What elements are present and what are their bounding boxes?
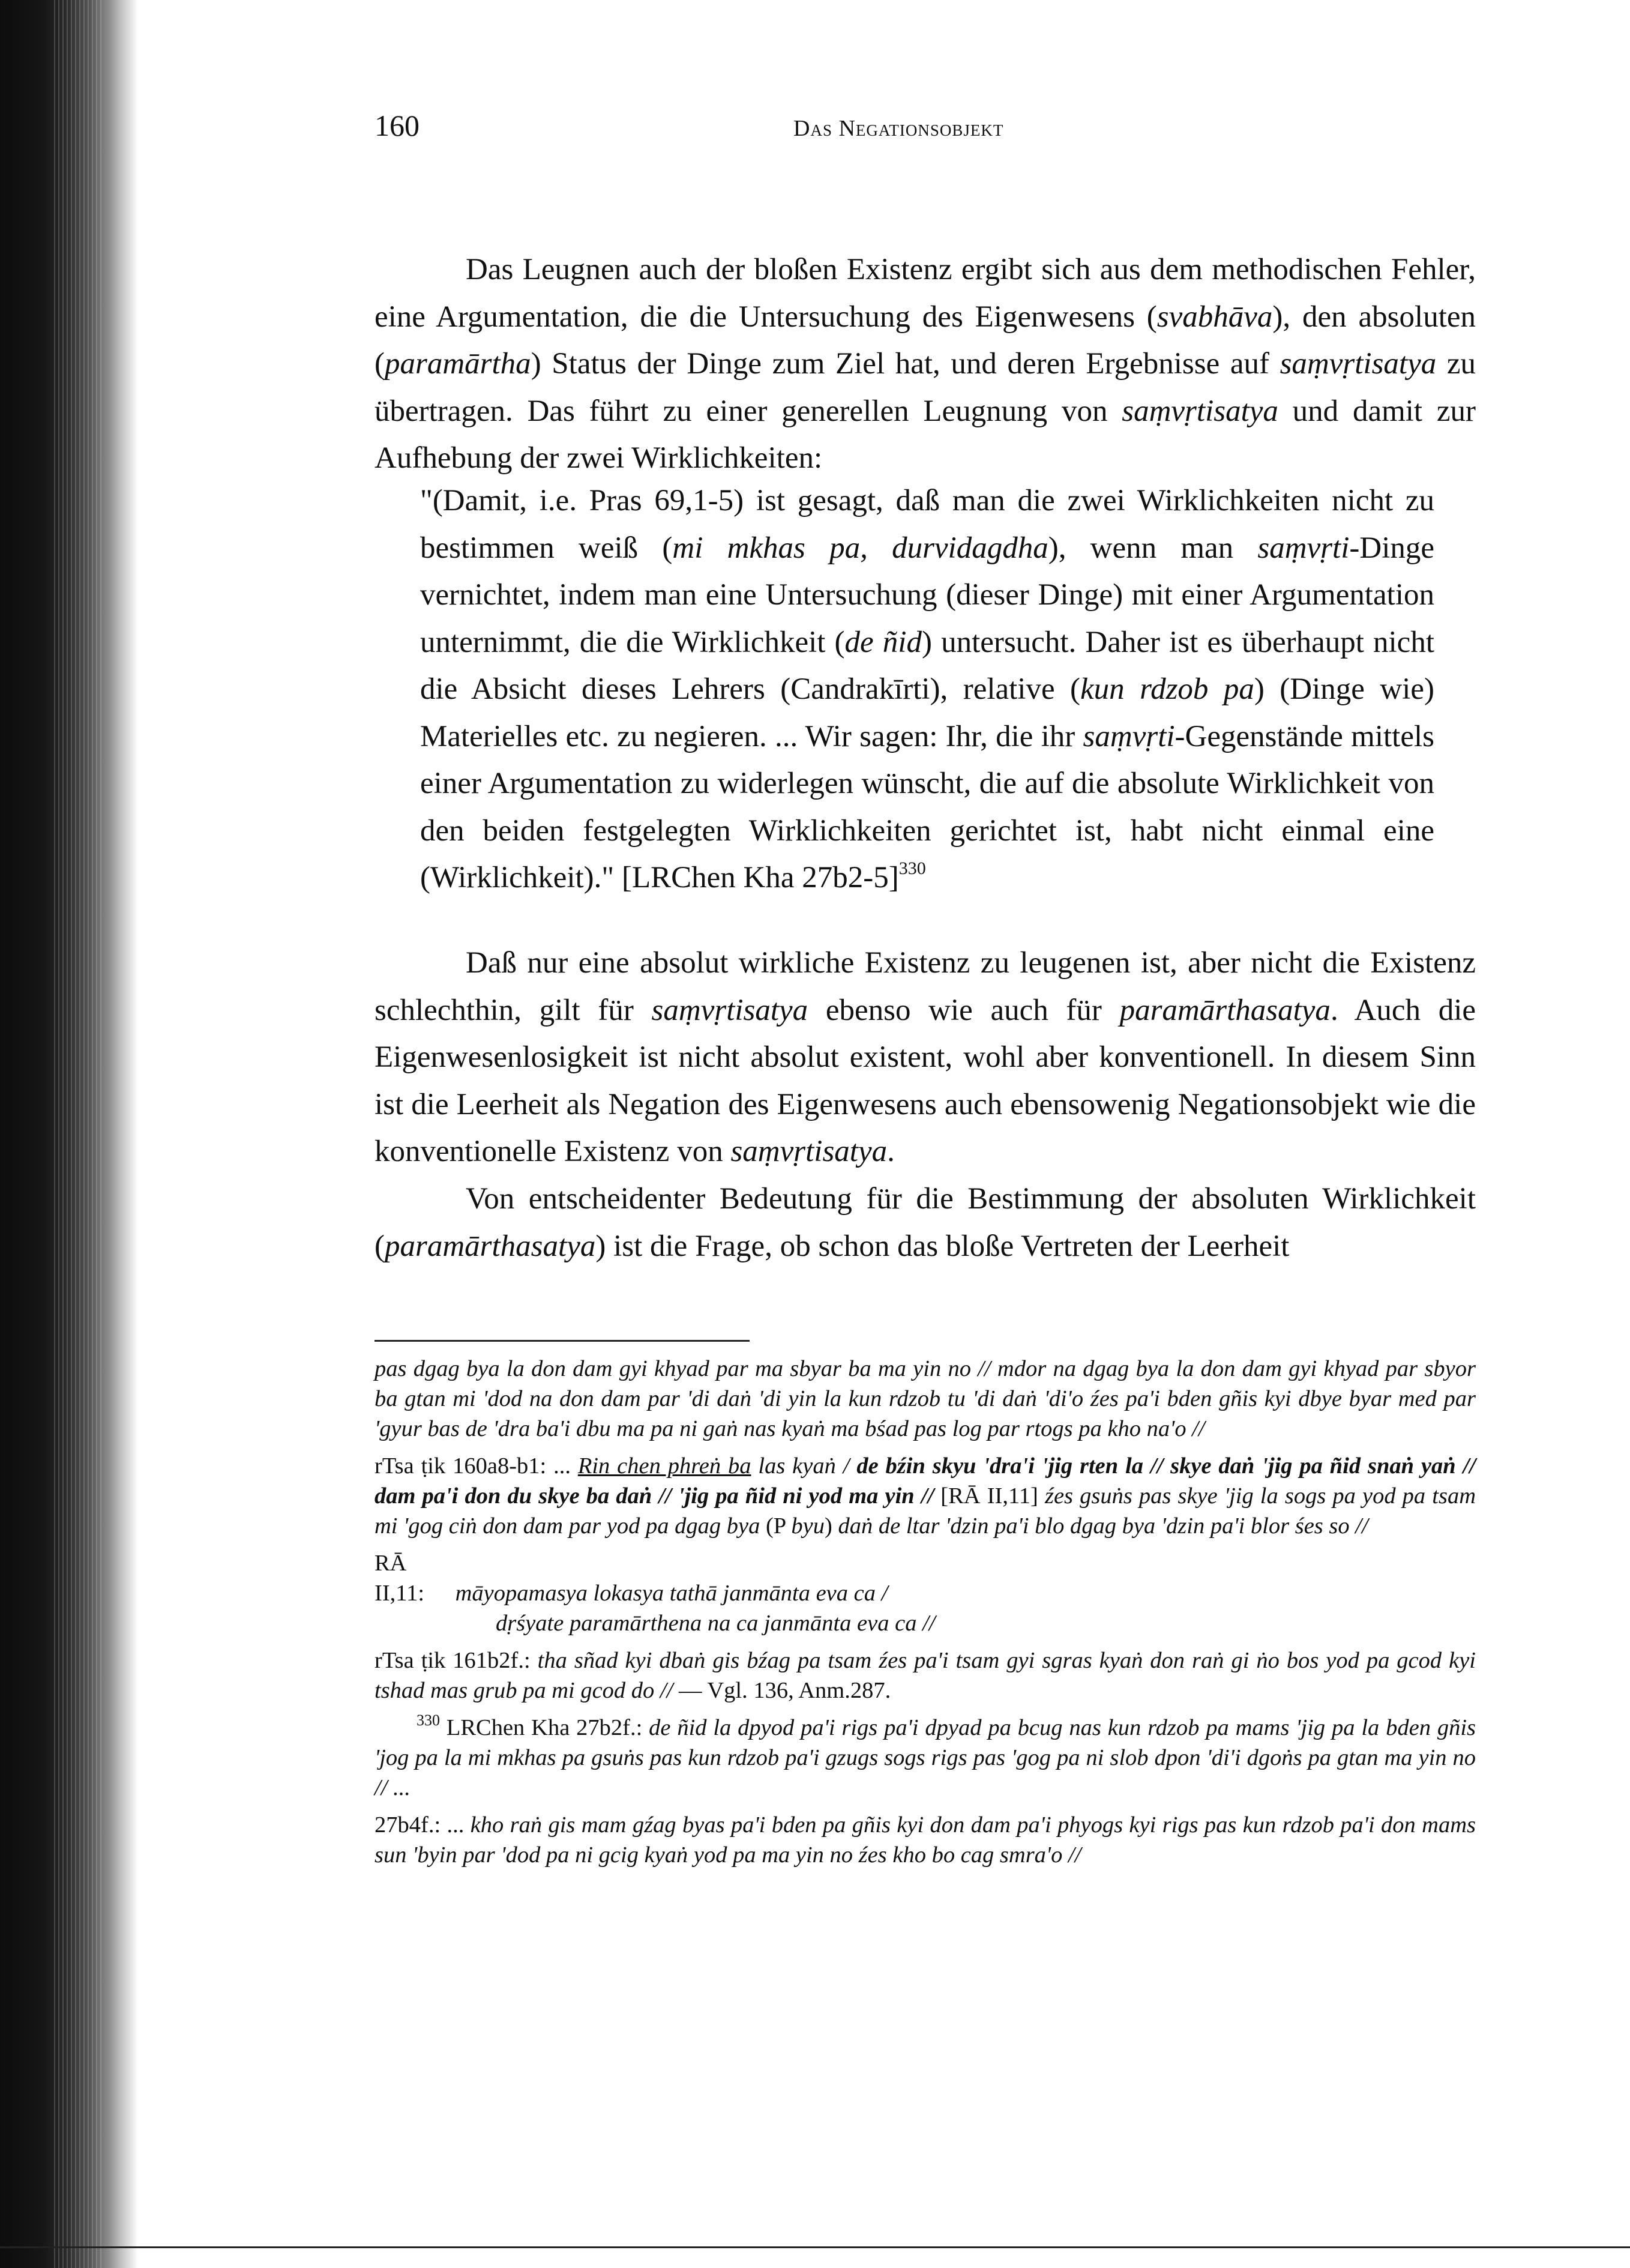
- text-run: saṃvṛti: [1083, 719, 1175, 753]
- verse-ra-ii-11: [374, 1548, 1476, 1638]
- footnote-separator: [374, 1340, 750, 1342]
- text-run: [RĀ II,11]: [934, 1483, 1045, 1509]
- text-run: byu: [791, 1513, 825, 1539]
- text-run: rTsa ṭik 161b2f.:: [374, 1648, 538, 1673]
- text-run: ), den absoluten (: [374, 300, 1476, 381]
- text-run: de ñid: [844, 625, 922, 659]
- text-run: kho raṅ gis mam gźag byas pa'i bden pa gñis kyi don dam pa'i phyogs kyi rigs pas kun rdzob pa'i don mams sun 'byin par 'dod pa ni gcig kyaṅ yod pa ma yin no źes kho bo cag smra'o //: [374, 1812, 1476, 1868]
- text-run: -Dinge vernichtet, indem man eine Untersuchung (dieser Dinge) mit einer Argumentation unternimmt, die die Wirklichkeit (: [420, 531, 1435, 659]
- text-run: Von entscheidenter Bedeutung für die Bestimmung der absoluten Wirklichkeit (: [374, 1182, 1476, 1263]
- text-run: . Auch die Eigenwesenlosigkeit ist nicht absolut existent, wohl aber konventionell. In diesem Sinn ist die Leerheit als Negation des Eigenwesens auch ebensowenig Negationsobjekt wie die konventionelle Existenz von: [374, 993, 1476, 1168]
- text-run: Das Leugnen auch der bloßen Existenz ergibt sich aus dem methodischen Fehler, eine Argumentation, die die Untersuchung des Eigenwesens (: [374, 253, 1476, 334]
- text-run: de ñid la dpyod pa'i rigs pa'i dpyad pa bcug nas kun rdzob pa mams 'jig pa la bden gñis 'jog pa la mi mkhas pa gsuṅs pas kun rdzob pa'i gzugs sogs rigs pas 'gog pa ni slob dpon 'di'i dgoṅs pa gtan ma yin no // ...: [374, 1715, 1476, 1800]
- text-run: svabhāva: [1156, 300, 1273, 334]
- text-run: tha sñad kyi dbaṅ gis bźag pa tsam źes pa'i tsam gyi sgras kyaṅ don raṅ gi ṅo bos yod pa gcod kyi tshad mas grub pa mi gcod do //: [374, 1648, 1476, 1703]
- text-run: und damit zur Aufhebung der zwei Wirklichkeiten:: [374, 394, 1476, 475]
- scan-binding-shadow: [0, 0, 138, 2268]
- text-run: saṃvṛtisatya: [1280, 347, 1437, 381]
- text-run: 330: [417, 1712, 440, 1729]
- paragraph-1: [374, 246, 1476, 482]
- text-run: saṃvṛtisatya: [651, 993, 808, 1027]
- paragraph-3: [374, 1175, 1476, 1270]
- text-run: ) ist die Frage, ob schon das bloße Vertreten der Leerheit: [595, 1229, 1290, 1263]
- text-run: saṃvṛti: [1257, 531, 1350, 565]
- footnote-330: [374, 1713, 1476, 1803]
- text-run: kun rdzob pa: [1080, 672, 1254, 706]
- text-run: paramārthasatya: [384, 1229, 596, 1263]
- text-run: -Gegenstände mittels einer Argumentation zu widerlegen wünscht, die auf die absolute Wirklichkeit von den beiden festgelegten Wirklichkeiten gerichtet ist, habt nicht einmal eine (Wirklichkeit)." [LRChen Kha 27b2-5]: [420, 719, 1434, 894]
- text-run: .: [887, 1135, 895, 1168]
- running-head: Das Negationsobjekt: [793, 116, 1004, 141]
- text-run: ebenso wie auch für: [808, 993, 1120, 1027]
- text-run: pas dgag bya la don dam gyi khyad par ma sbyar ba ma yin no // mdor na dgag bya la don dam gyi khyad par sbyor ba gtan mi 'dod na don dam par 'di daṅ 'di yin la kun rdzob tu 'di daṅ 'di'o źes pa'i bden gñis kyi dbye byar med par 'gyur bas de 'dra ba'i dbu ma pa ni gaṅ nas kyaṅ ma bśad pas log par rtogs pa kho na'o //: [374, 1356, 1476, 1441]
- text-run: (P: [760, 1513, 792, 1539]
- paragraph-2: [374, 939, 1476, 1175]
- text-run: ): [825, 1513, 838, 1539]
- text-run: ), wenn man: [1048, 531, 1258, 565]
- verse-text-1: māyopamasya lokasya tathā janmānta eva ca /: [455, 1581, 888, 1606]
- text-run: de bźin skyu 'dra'i 'jig rten la // skye daṅ 'jig pa ñid snaṅ yaṅ // dam pa'i don du skye ba daṅ // 'jig pa ñid ni yod ma yin //: [374, 1453, 1476, 1509]
- verse-label: RĀ II,11:: [374, 1551, 425, 1606]
- scan-bottom-edge: [0, 2246, 1630, 2248]
- text-run: LRChen Kha 27b2f.:: [440, 1715, 649, 1740]
- text-run: ) Status der Dinge zum Ziel hat, und deren Ergebnisse auf: [531, 347, 1280, 381]
- text-run: paramārtha: [384, 347, 531, 381]
- text-run: 27b4f.: ...: [374, 1812, 471, 1838]
- footnote-rtsa-tik-161b: [374, 1645, 1476, 1706]
- text-run: paramārthasatya: [1119, 993, 1331, 1027]
- page-number: 160: [374, 109, 420, 142]
- text-run: źes gsuṅs pas skye 'jig la sogs pa yod pa tsam mi 'gog ciṅ don dam par yod pa dgag bya: [374, 1483, 1476, 1539]
- text-run: daṅ de ltar 'dzin pa'i blo dgag bya 'dzin pa'i blor śes so //: [838, 1513, 1368, 1539]
- footnote-27b4: [374, 1810, 1476, 1870]
- text-run: Rin chen phreṅ ba: [577, 1453, 751, 1479]
- block-quote: [420, 477, 1434, 902]
- text-run: "(Damit, i.e. Pras 69,1-5) ist gesagt, daß man die zwei Wirklichkeiten nicht zu bestimmen weiß (: [420, 484, 1434, 565]
- text-run: Daß nur eine absolut wirkliche Existenz zu leugenen ist, aber nicht die Existenz schlechthin, gilt für: [374, 946, 1476, 1027]
- text-run: las kyaṅ /: [751, 1453, 857, 1479]
- text-run: mi mkhas pa, durvidagdha: [672, 531, 1048, 565]
- verse-line-1: [374, 1548, 1476, 1608]
- footnote-continuation: [374, 1354, 1476, 1444]
- verse-line-2: dṛśyate paramārthena na ca janmānta eva ca //: [496, 1611, 936, 1636]
- text-run: saṃvṛtisatya: [1122, 394, 1278, 428]
- footnotes: [374, 1354, 1476, 1877]
- text-run: ) (Dinge wie) Materielles etc. zu negieren. ... Wir sagen: Ihr, die ihr: [420, 672, 1434, 753]
- text-run: ) untersucht. Daher ist es überhaupt nicht die Absicht dieses Lehrers (Candrakīrti), relative (: [420, 625, 1434, 706]
- text-run: 330: [898, 858, 926, 878]
- text-run: zu übertragen. Das führt zu einer generellen Leugnung von: [374, 347, 1476, 428]
- text-run: saṃvṛtisatya: [730, 1135, 888, 1168]
- footnote-rtsa-tik-160a: [374, 1451, 1476, 1541]
- text-run: rTsa ṭik 160a8-b1: ...: [374, 1453, 578, 1479]
- text-run: — Vgl. 136, Anm.287.: [673, 1678, 891, 1703]
